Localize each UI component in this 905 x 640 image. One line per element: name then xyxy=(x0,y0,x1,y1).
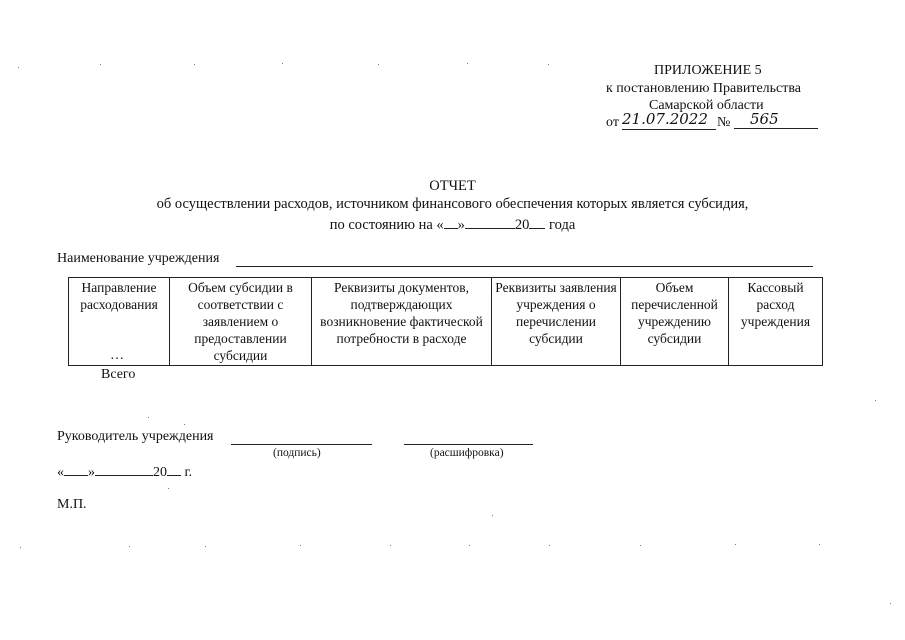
scan-speck xyxy=(300,545,301,546)
date-year-prefix: 20 xyxy=(153,465,167,480)
report-as-of xyxy=(0,214,905,234)
appendix-title: ПРИЛОЖЕНИЕ 5 xyxy=(654,63,762,78)
date-open-quote: « xyxy=(57,465,64,480)
sign-caption: (подпись) xyxy=(273,447,321,459)
scan-speck xyxy=(549,545,550,546)
decode-caption: (расшифровка) xyxy=(430,447,504,459)
date-year-blank xyxy=(167,461,181,476)
date-day-blank xyxy=(64,461,88,476)
col-documents: Реквизиты документов, подтверждающих возникновение фактической потребности в расходе xyxy=(312,278,492,366)
date-prefix: от xyxy=(606,115,619,130)
number-handwritten: 565 xyxy=(734,111,818,129)
appendix-line2: к постановлению Правительства xyxy=(606,81,802,96)
scan-speck xyxy=(205,546,206,547)
signature-date xyxy=(57,461,192,481)
scan-speck xyxy=(469,545,470,546)
decode-line xyxy=(404,444,533,445)
report-table xyxy=(68,277,823,366)
report-subtitle: об осуществлении расходов, источником финансового обеспечения которых является субсидия, xyxy=(156,196,749,212)
signature-line xyxy=(231,444,372,445)
scan-speck xyxy=(148,417,149,418)
table-header-row xyxy=(69,278,823,366)
date-close-quote: » xyxy=(88,465,95,480)
scan-speck xyxy=(100,64,101,65)
date-month-blank xyxy=(95,461,153,476)
col-subsidy-volume: Объем субсидии в соответствии с заявлением о предоставлении субсидии xyxy=(170,278,312,366)
total-label: Всего xyxy=(101,367,136,382)
appendix-line3: Самарской области xyxy=(649,98,764,113)
scan-speck xyxy=(282,63,283,64)
stamp-label: М.П. xyxy=(57,497,87,512)
as-of-year-prefix: 20 xyxy=(514,217,530,233)
scan-speck xyxy=(20,547,21,548)
as-of-day-blank xyxy=(444,214,458,229)
col-direction: Направление расходования xyxy=(69,278,170,366)
scan-speck xyxy=(129,546,130,547)
col-application: Реквизиты заявления учреждения о перечислении субсидии xyxy=(492,278,621,366)
scan-speck xyxy=(390,545,391,546)
institution-name-line xyxy=(236,266,813,267)
date-handwritten: 21.07.2022 xyxy=(622,111,716,130)
as-of-month-blank xyxy=(465,214,515,229)
as-of-prefix: по состоянию на « xyxy=(329,217,444,233)
scan-speck xyxy=(640,545,641,546)
table-ellipsis: … xyxy=(110,348,124,363)
as-of-mid: » xyxy=(457,217,465,233)
scan-speck xyxy=(194,64,195,65)
report-title: ОТЧЕТ xyxy=(429,178,476,194)
appendix-date-line xyxy=(606,110,818,132)
col-cash-expense: Кассовый расход учреждения xyxy=(729,278,823,366)
scan-speck xyxy=(378,64,379,65)
head-label: Руководитель учреждения xyxy=(57,429,214,444)
scan-speck xyxy=(184,424,185,425)
date-year-suffix: г. xyxy=(184,465,193,480)
scan-speck xyxy=(168,488,169,489)
scan-speck xyxy=(18,67,19,68)
scan-speck xyxy=(467,63,468,64)
institution-label: Наименование учреждения xyxy=(57,251,220,266)
as-of-suffix: года xyxy=(549,217,576,233)
col-transferred: Объем перечисленной учреждению субсидии xyxy=(621,278,729,366)
number-sign: № xyxy=(717,115,731,130)
scan-speck xyxy=(735,544,736,545)
scan-speck xyxy=(890,603,891,604)
as-of-year-blank xyxy=(529,214,545,229)
scan-speck xyxy=(819,544,820,545)
scan-speck xyxy=(548,64,549,65)
scan-speck xyxy=(875,400,876,401)
scan-speck xyxy=(492,515,493,516)
